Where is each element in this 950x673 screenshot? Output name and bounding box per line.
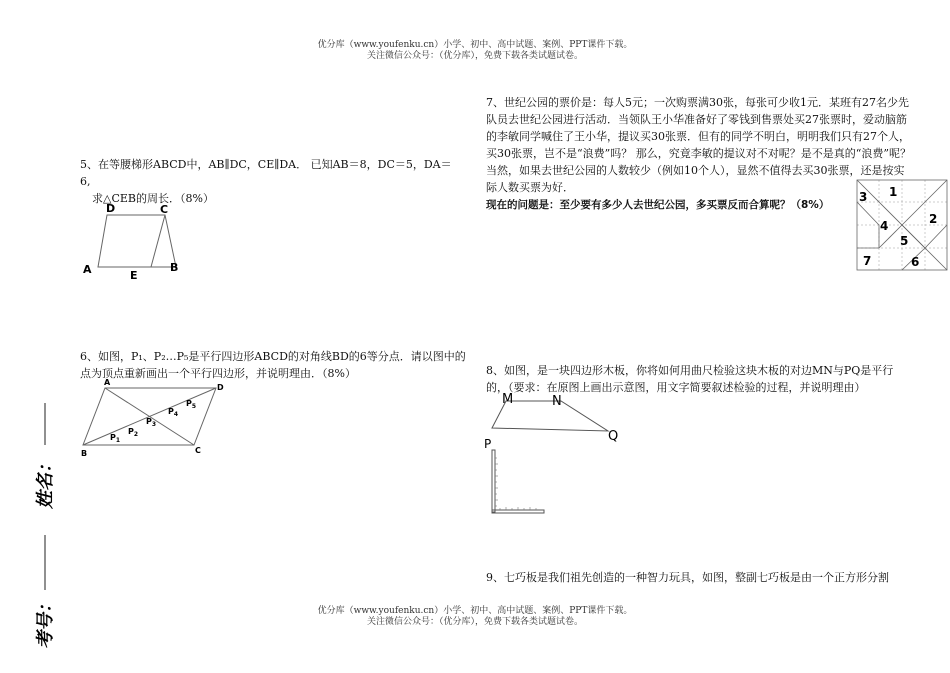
header-line-2: 关注微信公众号：（优分库），免费下载各类试题试卷。 [366,51,583,61]
q9-text: 9、七巧板是我们祖先创造的一种智力玩具，如图，整副七巧板是由一个正方形分割 [486,571,889,584]
tangram-figure [855,178,950,273]
label-a: A [83,263,92,276]
footer-line-1: 优分库（www.youfenku.cn）小学、初中、高中试题、案例、PPT课件下载。 [317,606,633,616]
tangram-4: 4 [880,219,889,233]
header-line-1: 优分库（www.youfenku.cn）小学、初中、高中试题、案例、PPT课件下载。 [317,40,633,50]
label-c: C [195,446,201,455]
page-footer [0,606,950,628]
trapezoid-abcd [98,215,176,267]
label-p: P [484,437,492,451]
tangram-7: 7 [863,254,872,268]
label-b: B [81,449,88,458]
q5-text-2: 求△CEB的周长．（8%） [92,192,214,205]
label-e: E [130,269,138,282]
division-point-labels [110,399,196,444]
q6-parallelogram-figure [78,378,228,460]
tangram-2: 2 [929,212,938,226]
tangram-1: 1 [889,185,898,199]
name-label: 姓名： [35,455,56,509]
q5-trapezoid-figure [78,200,188,282]
question-6 [80,348,466,382]
label-m: M [502,392,514,407]
page-header [0,40,950,62]
label-q: Q [608,429,619,444]
exam-no-label: 考号： [35,595,56,649]
question-7 [486,94,914,214]
label-p3: $P_3$ [146,417,157,428]
tangram-numbers [859,185,937,269]
q6-text: 6、如图，P₁、P₂…P₅是平行四边形ABCD的对角线BD的6等分点．请以图中的点为顶点重新画出一个平行四边形，并说明理由．（8%） [80,350,466,380]
q7-question: 现在的问题是：至少要有多少人去世纪公园，多买票反而合算呢？（8%） [486,199,830,211]
label-p1: $P_1$ [110,433,121,444]
q5-text: 5、在等腰梯形ABCD中，AB∥DC，CE∥DA． 已知AB＝8，DC＝5，DA＝6, [80,158,452,188]
segment-ce [151,215,165,267]
label-b: B [170,261,179,274]
ruler-ticks [495,458,536,510]
label-p5: $P_5$ [186,399,197,410]
footer-line-2: 关注微信公众号：（优分库），免费下载各类试题试卷。 [366,617,583,627]
label-c: C [160,203,169,216]
tangram-3: 3 [859,190,868,204]
label-p2: $P_2$ [128,427,139,438]
tangram-6: 6 [911,255,920,269]
question-9 [486,569,926,586]
q8-text: 8、如图，是一块四边形木板，你将如何用曲尺检验这块木板的对边MN与PQ是平行的，（要求：在原图上画出示意图，用文字简要叙述检验的过程，并说明理由） [486,364,894,394]
q7-text [486,94,914,214]
label-n: N [552,394,562,409]
label-d: D [217,383,224,392]
q8-board-and-ruler-figure [482,388,627,518]
label-d: D [106,202,116,215]
label-p4: $P_4$ [168,407,179,418]
tangram-5: 5 [900,234,909,248]
label-a: A [104,378,111,387]
q7-body: 7、世纪公园的票价是：每人5元；一次购票满30张，每张可少收1元．某班有27名少先队员去世纪公园进行活动．当领队王小华准备好了零钱到售票处买27张票时，爱动脑筋的李敏同学喊住了王小华，提议买30张票．但有的同学不明白，明明我们只有27个人，买30张票，岂不是“浪费”吗？ 那么，究竟李敏的提议对不对呢？是不是真的“浪费”呢？当然，如果去世纪公园的人数较少（例如10个人），显然不值得去买30张票，还是按实际人数买票为好． [486,96,911,194]
carpenter-square-icon [492,450,544,513]
